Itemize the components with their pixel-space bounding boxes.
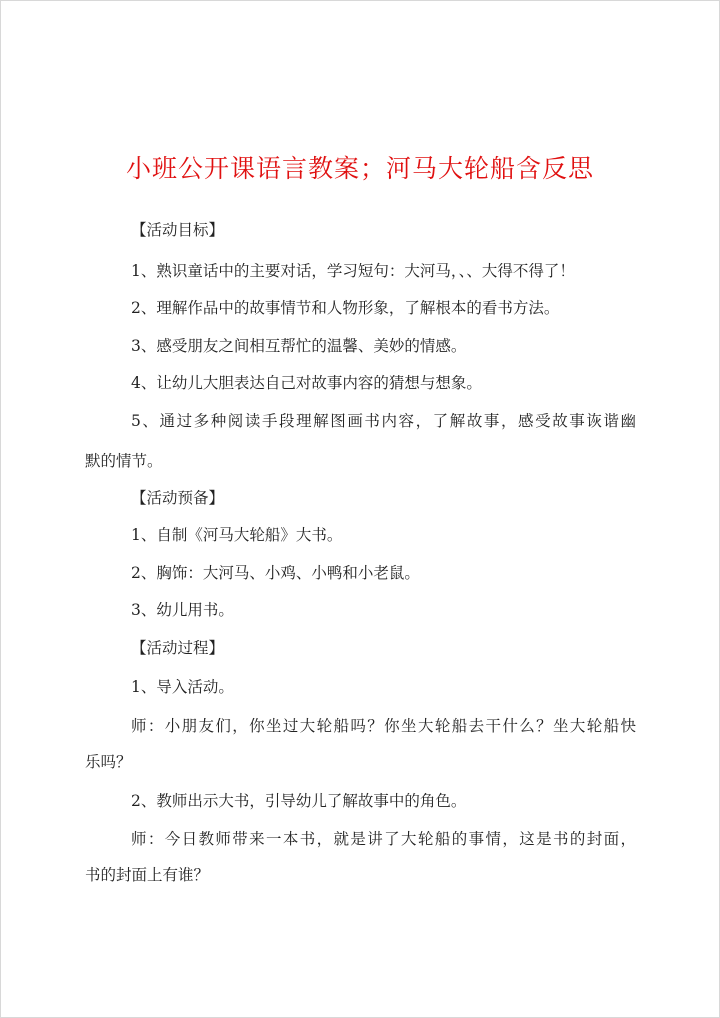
paragraph-line-continued: 书的封面上有谁？: [85, 866, 210, 884]
paragraph-line-continued: 默的情节。: [85, 452, 163, 470]
paragraph-line-continued: 乐吗？: [85, 753, 132, 771]
paragraph-line: 2、教师出示大书，引导幼儿了解故事中的角色。: [131, 792, 467, 810]
document-title: 小班公开课语言教案；河马大轮船含反思: [125, 154, 594, 183]
paragraph-line: 2、理解作品中的故事情节和人物形象，了解根本的看书方法。: [131, 299, 560, 317]
paragraph-line: 1、导入活动。: [131, 678, 234, 696]
paragraph-line: 1、熟识童话中的主要对话，学习短句：大河马，、、大得不得了！: [131, 262, 575, 280]
section-heading-preparation: 【活动预备】: [131, 489, 225, 507]
paragraph-line: 1、自制《河马大轮船》大书。: [131, 526, 343, 544]
paragraph-line: 2、胸饰：大河马、小鸡、小鸭和小老鼠。: [131, 564, 420, 582]
paragraph-line: 师：小朋友们，你坐过大轮船吗？你坐大轮船去干什么？坐大轮船快: [131, 717, 636, 735]
paragraph-line: 3、幼儿用书。: [131, 601, 234, 619]
section-heading-process: 【活动过程】: [131, 639, 225, 657]
section-heading-goals: 【活动目标】: [131, 221, 225, 239]
paragraph-line: 师：今日教师带来一本书，就是讲了大轮船的事情，这是书的封面，: [131, 830, 636, 848]
paragraph-line: 3、感受朋友之间相互帮忙的温馨、美妙的情感。: [131, 337, 467, 355]
paragraph-line: 4、让幼儿大胆表达自己对故事内容的猜想与想象。: [131, 374, 482, 392]
paragraph-line: 5、通过多种阅读手段理解图画书内容，了解故事，感受故事诙谐幽: [131, 412, 636, 430]
